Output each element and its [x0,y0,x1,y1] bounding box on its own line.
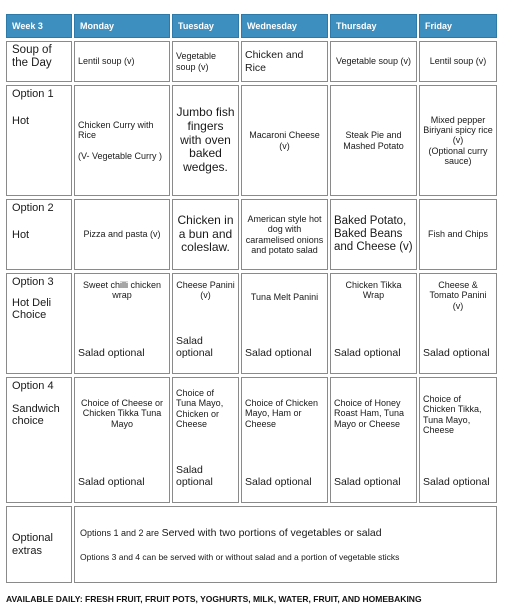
salad-note: Salad optional [423,346,490,359]
salad-note: Salad optional [176,334,213,359]
menu-cell [330,273,417,374]
menu-cell [241,273,328,374]
dish-text: Sweet chilli chicken wrap [82,280,162,301]
extras-line-1-prefix: Options 1 and 2 are [80,527,162,538]
footer-available-daily: AVAILABLE DAILY: FRESH FRUIT, FRUIT POTS, YOGHURTS, MILK, WATER, FRUIT, AND HOMEBAKING [6,594,422,604]
day-header-thursday: Thursday [330,14,417,38]
row-label-option-4 [6,377,72,503]
row-label-extras: Optional extras [6,506,72,583]
menu-cell: Baked Potato, Baked Beans and Cheese (v) [330,199,417,270]
dish-text: Choice of Cheese or Chicken Tikka Tuna Mayo [80,398,164,429]
menu-cell [419,273,497,374]
menu-cell: Lentil soup (v) [74,41,170,82]
menu-cell [74,377,170,503]
day-header-monday: Monday [74,14,170,38]
menu-cell: Steak Pie and Mashed Potato [330,85,417,196]
row-label-main: Option 3 [12,276,54,288]
extras-line-2: Options 3 and 4 can be served with or without salad and a portion of vegetable sticks [80,551,400,562]
row-label-main: Option 4 [12,380,54,392]
menu-cell [172,273,239,374]
row-label-option-2 [6,199,72,270]
salad-note: Salad optional [176,463,213,488]
row-label-option-3 [6,273,72,374]
salad-note: Salad optional [78,346,145,359]
menu-cell: Macaroni Cheese (v) [241,85,328,196]
row-label-sub: Hot [12,114,30,127]
salad-note: Salad optional [423,475,490,488]
row-label-main: Option 1 [12,88,54,100]
menu-cell: American style hot dog with caramelised onions and potato salad [241,199,328,270]
dish-text: Cheese & Tomato Panini (v) [429,280,487,311]
menu-cell: Vegetable soup (v) [172,41,239,82]
salad-note: Salad optional [78,475,145,488]
row-label-sub: Hot [12,228,30,241]
salad-note: Salad optional [334,346,401,359]
menu-cell: Lentil soup (v) [419,41,497,82]
menu-cell: Pizza and pasta (v) [74,199,170,270]
row-label-main: Soup of the Day [12,44,52,70]
menu-table [6,14,497,583]
dish-text: Choice of Chicken Tikka, Tuna Mayo, Cheese [423,394,482,436]
menu-cell [419,377,497,503]
menu-cell: Vegetable soup (v) [330,41,417,82]
menu-cell: Mixed pepper Biriyani spicy rice (v) (Optional curry sauce) [419,85,497,196]
dish-text: Chicken Tikka Wrap [345,280,402,301]
menu-cell [330,377,417,503]
day-header-tuesday: Tuesday [172,14,239,38]
salad-note: Salad optional [245,346,312,359]
menu-cell: Chicken and Rice [241,41,328,82]
row-label-sub: Sandwich choice [12,402,60,428]
day-header-friday: Friday [419,14,497,38]
dish-text: Choice of Tuna Mayo, Chicken or Cheese [176,388,224,430]
day-header-wednesday: Wednesday [241,14,328,38]
salad-note: Salad optional [245,475,312,488]
menu-cell [74,273,170,374]
dish-text: Tuna Melt Panini [250,292,319,302]
row-label-main: Option 2 [12,202,54,214]
dish-text: Choice of Honey Roast Ham, Tuna Mayo or Cheese [334,398,405,429]
dish-text: Choice of Chicken Mayo, Ham or Cheese [245,398,319,429]
menu-cell [172,377,239,503]
salad-note: Salad optional [334,475,401,488]
extras-line-1 [80,527,382,539]
dish-text: Cheese Panini (v) [176,280,235,301]
row-label-sub: Hot Deli Choice [12,296,52,322]
extras-cell [74,506,497,583]
menu-cell: Chicken in a bun and coleslaw. [172,199,239,270]
menu-cell: Fish and Chips [419,199,497,270]
week-header: Week 3 [6,14,72,38]
menu-cell: Jumbo fish fingers with oven baked wedges. [172,85,239,196]
row-label-soup [6,41,72,82]
menu-cell: Chicken Curry with Rice (V- Vegetable Curry ) [74,85,170,196]
menu-cell [241,377,328,503]
row-label-option-1 [6,85,72,196]
extras-line-1-main: Served with two portions of vegetables or salad [161,526,382,539]
